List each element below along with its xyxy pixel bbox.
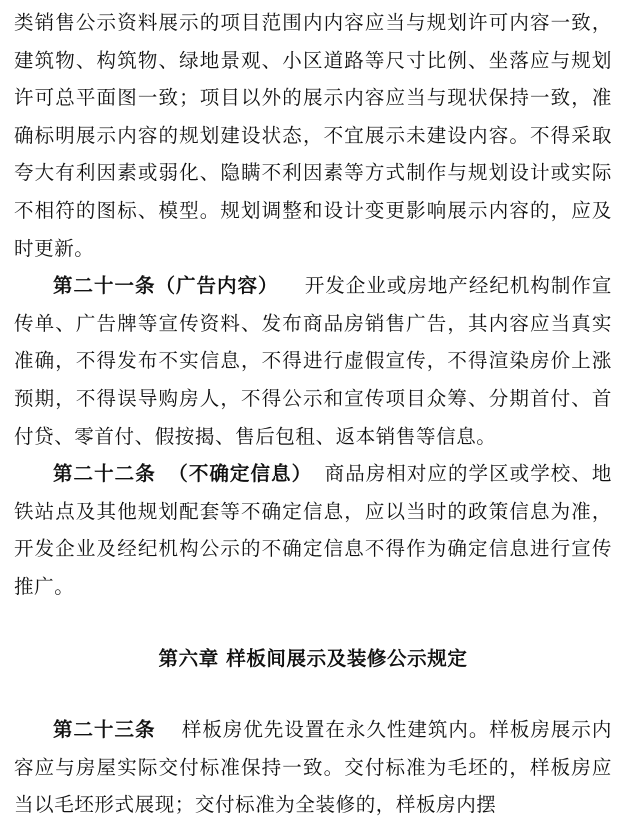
article-23-title: 第二十三条 [53,718,156,742]
chapter-heading: 第六章 样板间展示及装修公示规定 [158,646,468,670]
article-23-body: 样板房优先设置在永久性建筑内。样板房展示内容应与房屋实际交付标准保持一致。交付标准为毛坯的，样板房应当以毛坯形式展现；交付标准为全装修的，样板房内摆 [14,718,612,817]
article-21 [14,267,612,455]
paragraph-continued: 类销售公示资料展示的项目范围内内容应当与规划许可内容一致，建筑物、构筑物、绿地景观、小区道路等尺寸比例、坐落应与规划许可总平面图一致；项目以外的展示内容应当与现状保持一致，准确标明展示内容的规划建设状态，不宜展示未建设内容。不得采取夸大有利因素或弱化、隐瞒不利因素等方式制作与规划设计或实际不相符的图标、模型。规划调整和设计变更影响展示内容的，应及时更新。 [14,11,612,260]
article-22-title-name: （不确定信息） [167,462,313,486]
article-21-title: 第二十一条（广告内容） [53,274,279,298]
document-page [14,4,612,824]
article-23 [14,711,612,824]
article-21-body: 开发企业或房地产经纪机构制作宣传单、广告牌等宣传资料、发布商品房销售广告，其内容应当真实准确，不得发布不实信息，不得进行虚假宣传，不得渲染房价上涨预期，不得误导购房人，不得公示和宣传项目众筹、分期首付、首付贷、零首付、假按揭、售后包租、返本销售等信息。 [14,274,612,448]
article-22 [14,455,612,605]
article-22-body: 商品房相对应的学区或学校、地铁站点及其他规划配套等不确定信息，应以当时的政策信息为准，开发企业及经纪机构公示的不确定信息不得作为确定信息进行宣传推广。 [14,462,612,598]
article-22-title-number: 第二十二条 [53,462,156,486]
